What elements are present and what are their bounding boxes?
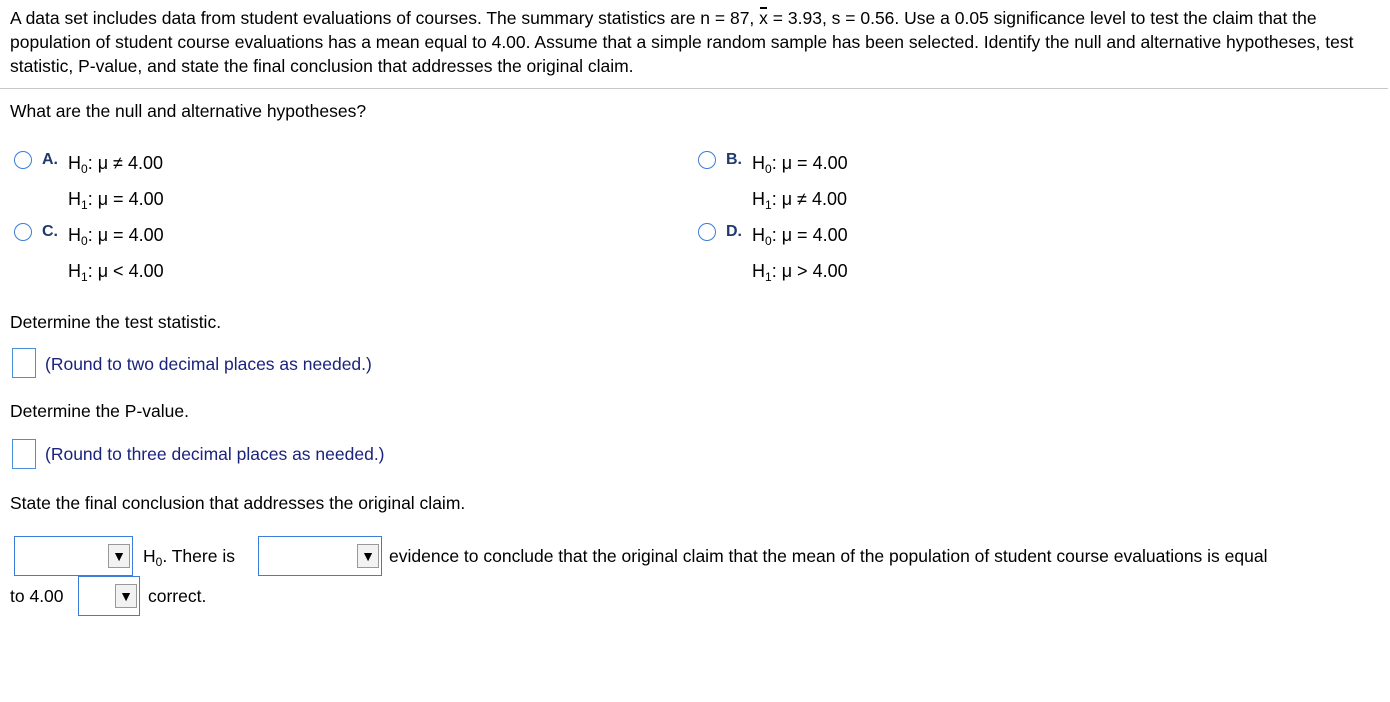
test-statistic-input[interactable] bbox=[12, 348, 36, 378]
option-c-h0: $H_0$: μ = 4.00 bbox=[68, 225, 164, 248]
reject-decision-dropdown[interactable] bbox=[14, 536, 133, 576]
conclusion-h0-text: $H_0$. There is bbox=[143, 546, 235, 569]
radio-b[interactable] bbox=[698, 151, 716, 169]
conclusion-question: State the final conclusion that addresses the original claim. bbox=[10, 493, 466, 513]
option-c-hypotheses bbox=[68, 220, 164, 292]
evidence-dropdown[interactable] bbox=[258, 536, 382, 576]
problem-text-part1: A data set includes data from student evaluations of courses. The summary statistics are n = 87, bbox=[10, 8, 755, 28]
option-a-hypotheses bbox=[68, 148, 164, 220]
option-b[interactable] bbox=[698, 148, 848, 220]
test-statistic-hint: (Round to two decimal places as needed.) bbox=[45, 354, 372, 374]
radio-d[interactable] bbox=[698, 223, 716, 241]
option-c[interactable] bbox=[14, 220, 164, 292]
option-b-letter: B. bbox=[726, 151, 742, 168]
option-a[interactable] bbox=[14, 148, 164, 220]
conclusion-evidence-text: evidence to conclude that the original claim that the mean of the population of student course evaluations is equal bbox=[389, 546, 1268, 566]
option-d-h1: $H_1$: μ > 4.00 bbox=[752, 261, 848, 284]
is-isnot-dropdown[interactable] bbox=[78, 576, 140, 616]
radio-c[interactable] bbox=[14, 223, 32, 241]
option-b-hypotheses bbox=[752, 148, 848, 220]
problem-statement bbox=[10, 6, 1380, 78]
option-c-h1: $H_1$: μ < 4.00 bbox=[68, 261, 164, 284]
dropdown-arrow-icon[interactable]: ▼ bbox=[115, 584, 137, 608]
option-a-letter: A. bbox=[42, 151, 58, 168]
dropdown-arrow-icon[interactable]: ▼ bbox=[108, 544, 130, 568]
problem-text-part2: = 3.93, s = 0.56. Use a 0.05 significance level to test the claim that the population of student course evaluations has a mean equal to 4.00. Assume that a simple random sample has been selected. Identify the null and alternative hypotheses, test statistic, P-value, and state the final conclusion that addresses the original claim. bbox=[10, 8, 1354, 76]
option-a-h1: $H_1$: μ = 4.00 bbox=[68, 189, 164, 212]
option-d-letter: D. bbox=[726, 223, 742, 240]
xbar-symbol: x bbox=[759, 8, 768, 28]
test-statistic-question: Determine the test statistic. bbox=[10, 312, 222, 332]
dropdown-arrow-icon[interactable]: ▼ bbox=[357, 544, 379, 568]
radio-a[interactable] bbox=[14, 151, 32, 169]
conclusion-end-text: correct. bbox=[148, 586, 207, 606]
option-b-h0: $H_0$: μ = 4.00 bbox=[752, 153, 848, 176]
option-b-h1: $H_1$: μ ≠ 4.00 bbox=[752, 189, 847, 212]
pvalue-question: Determine the P-value. bbox=[10, 401, 189, 421]
option-d[interactable] bbox=[698, 220, 848, 292]
option-d-h0: $H_0$: μ = 4.00 bbox=[752, 225, 848, 248]
conclusion-line2-text: to 4.00 bbox=[10, 586, 64, 606]
divider bbox=[0, 88, 1388, 89]
option-a-h0: $H_0$: μ ≠ 4.00 bbox=[68, 153, 163, 176]
hypotheses-question: What are the null and alternative hypotheses? bbox=[10, 101, 367, 121]
pvalue-hint: (Round to three decimal places as needed.) bbox=[45, 444, 385, 464]
pvalue-input[interactable] bbox=[12, 439, 36, 469]
option-c-letter: C. bbox=[42, 223, 58, 240]
option-d-hypotheses bbox=[752, 220, 848, 292]
